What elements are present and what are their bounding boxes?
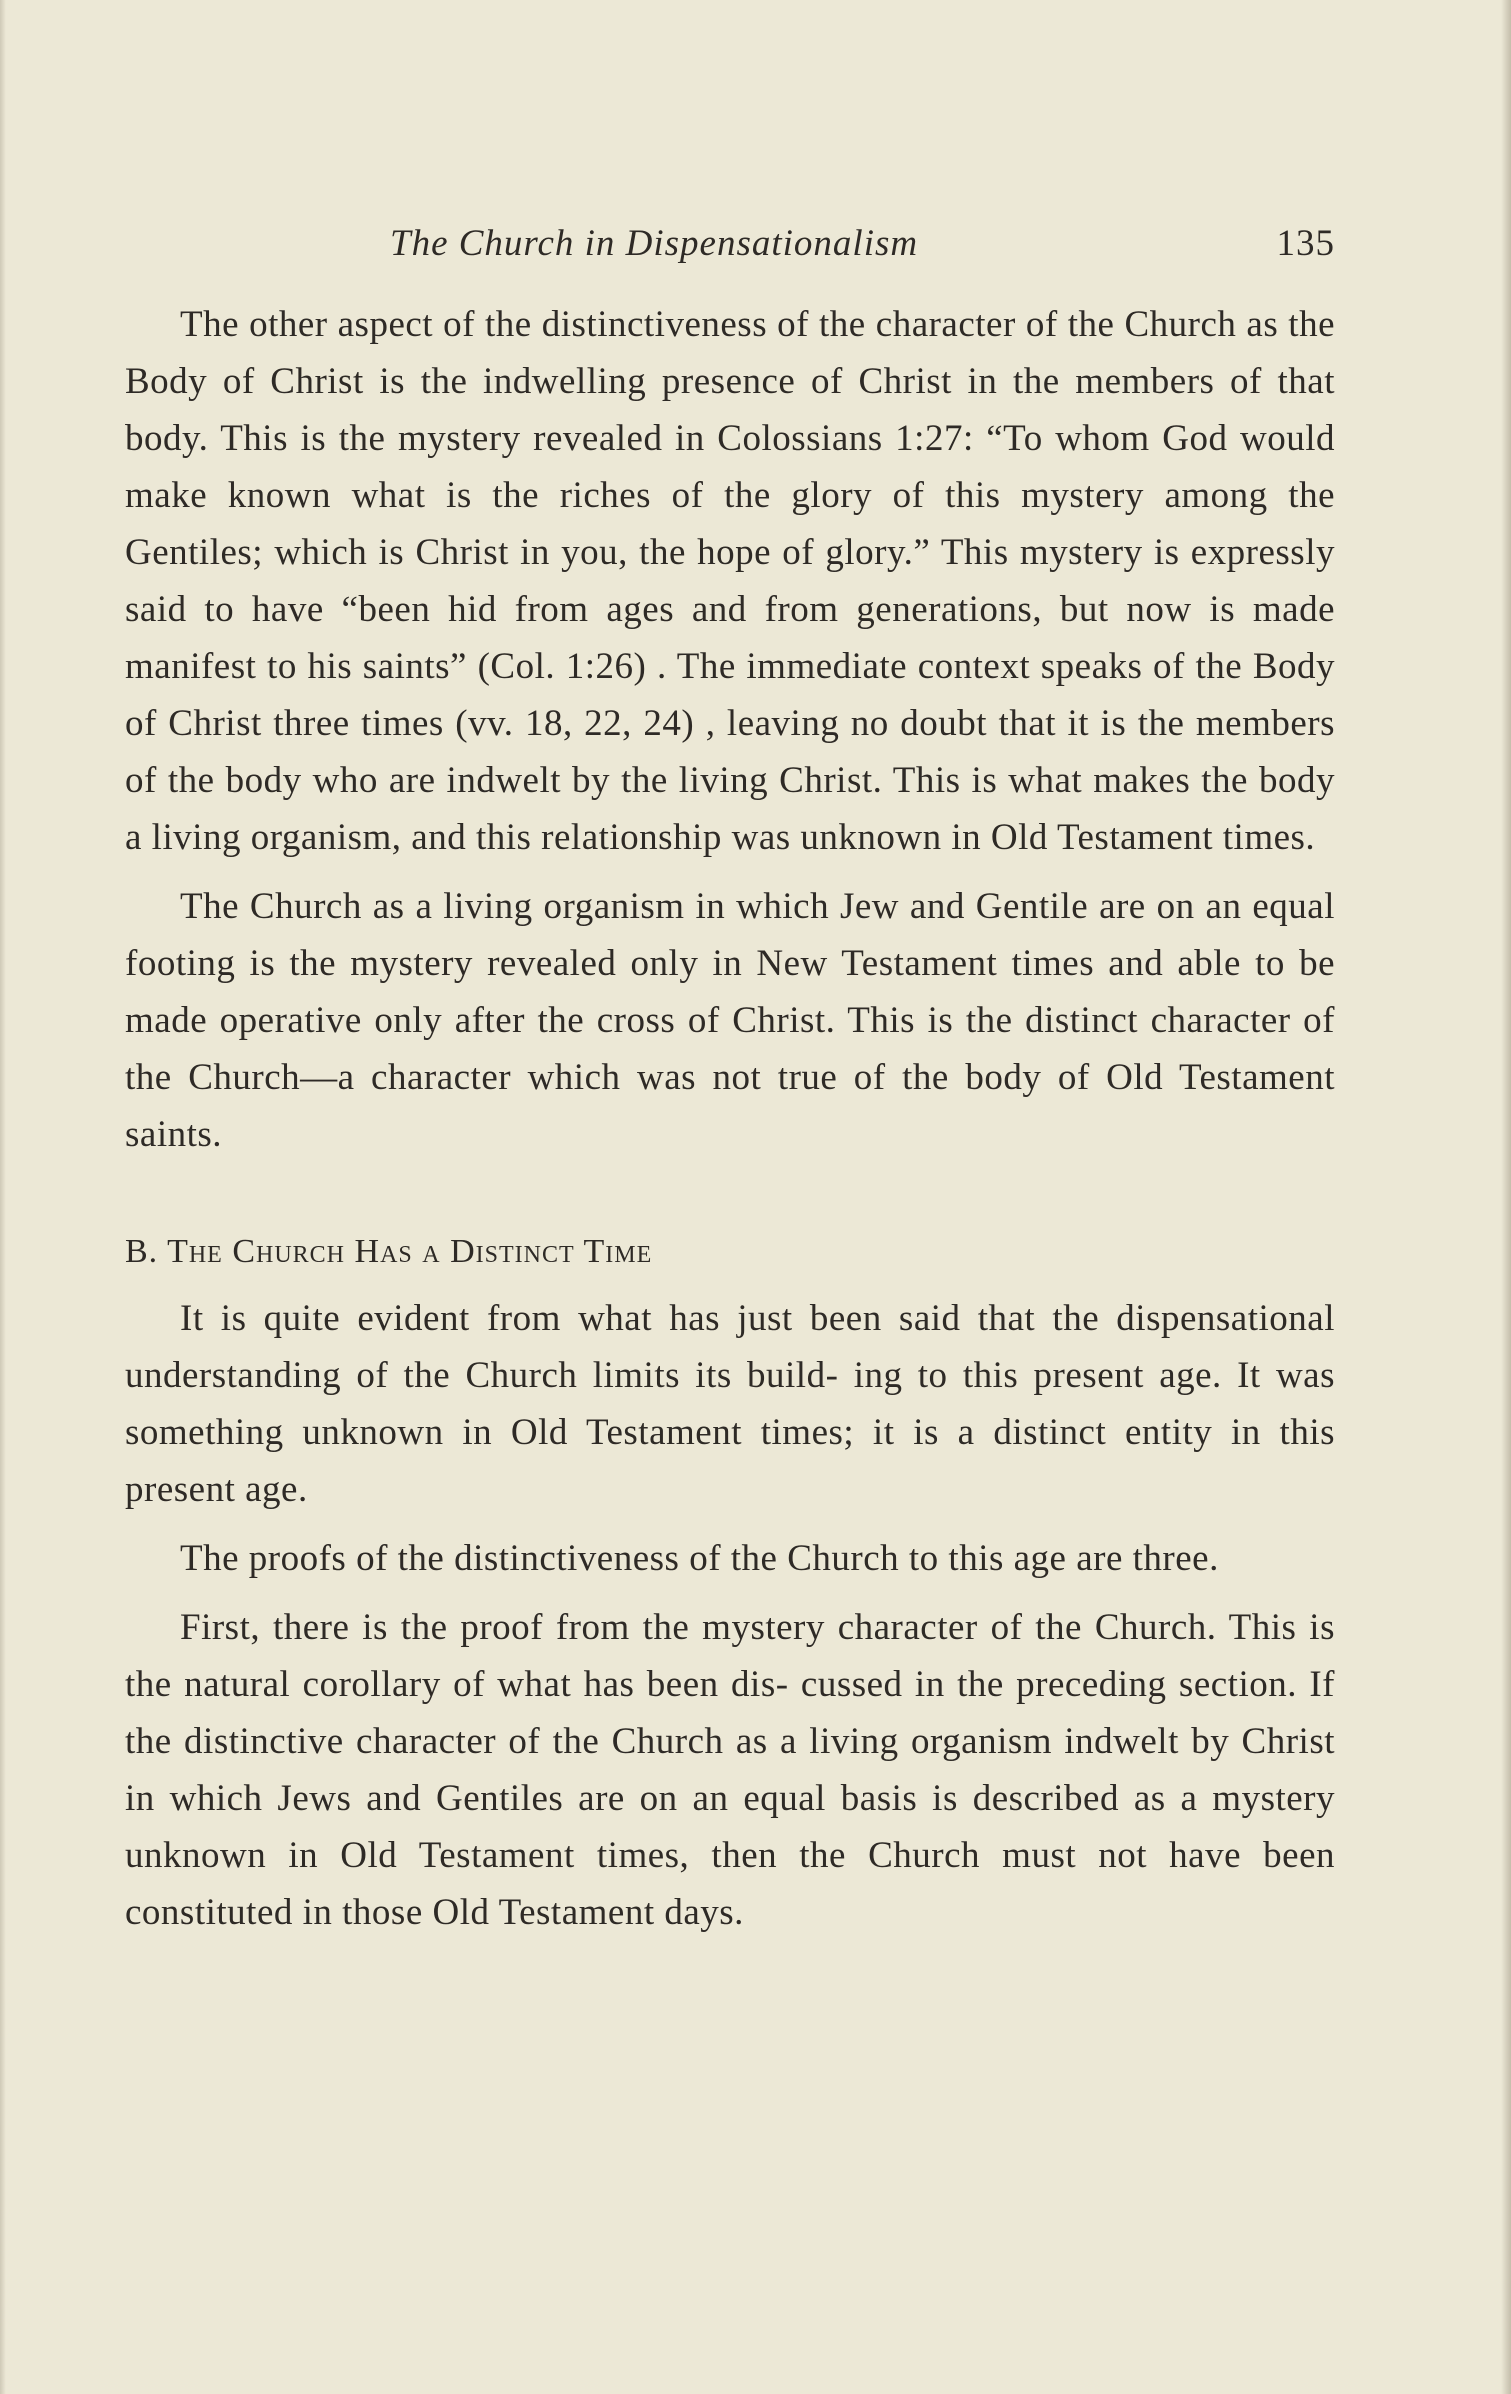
body-text <box>125 296 1335 1941</box>
paragraph-living-organism: The Church as a living organism in which Jew and Gentile are on an equal footing is the mystery revealed only in New Testament times and able to be made operative only after the cross of Christ. This is the distinct character of the Church—a character which was not true of the body of Old Testament saints. <box>125 886 1335 1155</box>
paragraph-proofs-three: The proofs of the distinctiveness of the Church to this age are three. <box>180 1538 1219 1579</box>
running-head <box>125 222 1335 278</box>
paragraph-indwelling-presence: The other aspect of the distinctiveness of the character of the Church as the Body of Christ is the indwelling presence of Christ in the members of that body. This is the mystery revealed in Colossians 1:27: “To whom God would make known what is the riches of the glory of this mystery among the Gentiles; which is Christ in you, the hope of glory.” This mystery is expressly said to have “been hid from ages and from generations, but now is made manifest to his saints” (Col. 1:26) . The immediate context speaks of the Body of Christ three times (vv. 18, 22, 24) , leaving no doubt that it is the members of the body who are indwelt by the living Christ. This is what makes the body a living organism, and this relationship was unknown in Old Testament times. <box>125 304 1335 858</box>
paragraph-distinct-age: It is quite evident from what has just been said that the dispensational understanding of the Church limits its build- ing to this present age. It was something unknown in Old Testament times; it is a distinct entity in this present age. <box>125 1298 1335 1510</box>
page-left-edge-shadow <box>0 0 6 2394</box>
section-heading: B. The Church Has a Distinct Time <box>125 1233 653 1270</box>
page-number: 135 <box>1276 223 1335 264</box>
paragraph-first-proof: First, there is the proof from the mystery character of the Church. This is the natural corollary of what has been dis- cussed in the preceding section. If the distinctive character of the Church as a living organism indwelt by Christ in which Jews and Gentiles are on an equal basis is described as a mystery unknown in Old Testament times, then the Church must not have been constituted in those Old Testament days. <box>125 1607 1335 1933</box>
running-head-title: The Church in Dispensationalism <box>390 223 919 264</box>
page-right-edge-shadow <box>1501 0 1511 2394</box>
